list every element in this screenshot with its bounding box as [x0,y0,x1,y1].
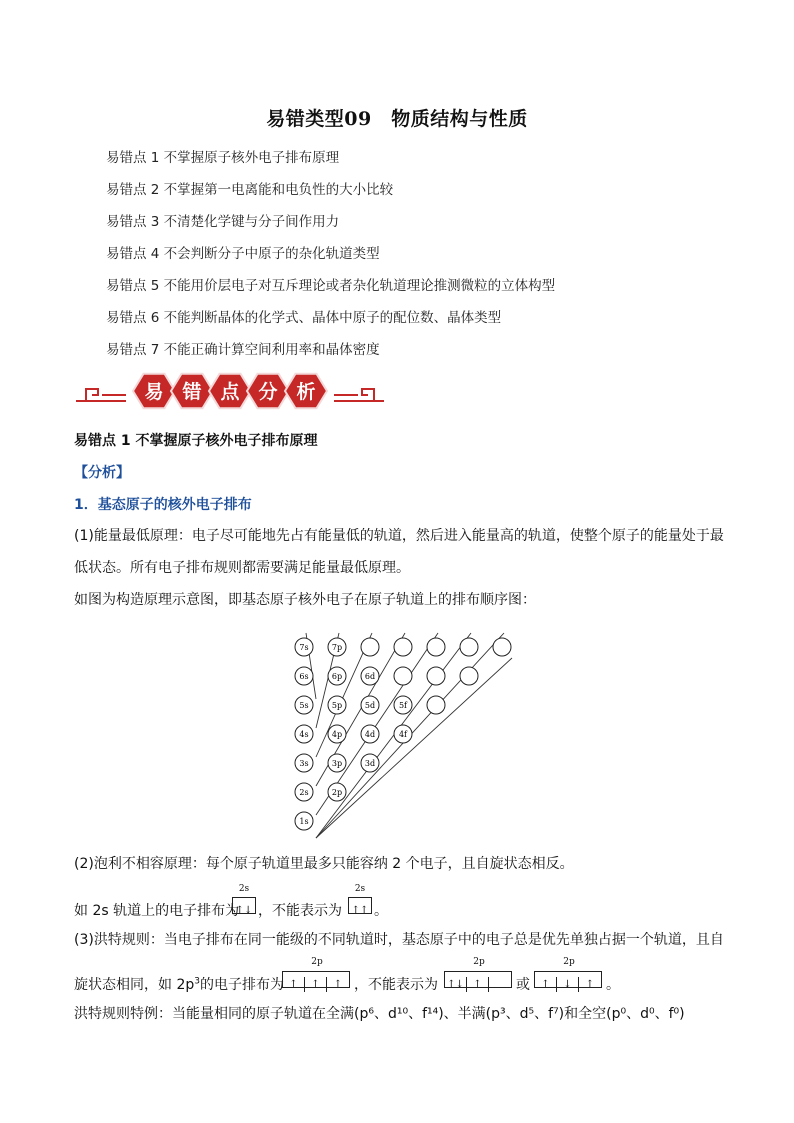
orbital-circle [361,638,379,656]
orbital-label: 6s [299,672,309,681]
section-banner [74,368,386,414]
outline-item: 易错点 6 不能判断晶体的化学式、晶体中原子的配位数、晶体类型 [106,310,502,326]
orbital-label: 5d [364,701,376,710]
superscript: 3 [194,976,200,987]
orbital-box-2s-wrong [348,897,372,914]
text: ，不能表示为 [354,977,438,993]
orbital-circle [394,667,412,685]
orbital-label: 5s [299,701,309,710]
orbital-box-2p-correct [282,971,350,988]
orbital-label: 2p [563,957,575,967]
orbital-cell: ↑ [467,977,489,992]
outline-item: 易错点 4 不会判断分子中原子的杂化轨道类型 [106,246,380,262]
orbital-label: 6p [331,672,343,681]
orbital-cell [489,972,511,987]
outline-item: 易错点 2 不掌握第一电离能和电负性的大小比较 [106,182,394,198]
aufbau-diagram [280,630,520,845]
banner-char: 分 [258,381,278,403]
page-title: 易错类型09 物质结构与性质 [266,108,528,130]
orbital-label: 4p [331,730,343,739]
orbital-circle [394,638,412,656]
orbital-label: 4d [364,730,376,739]
outline-item: 易错点 5 不能用价层电子对互斥理论或者杂化轨道理论推测微粒的立体构型 [106,278,556,294]
orbital-label: 2s [299,788,309,797]
orbital-cell: ↑ [585,979,595,990]
paragraph: (3)洪特规则：当电子排布在同一能级的不同轨道时，基态原子中的电子总是优先单独占据一个轨道，且自 [74,932,724,948]
orbital-cell: ↑ [283,977,305,992]
orbital-box-2s-correct [232,897,256,914]
orbital-label: 6d [364,672,376,681]
orbital-cell: ↑ [535,977,557,992]
orbital-box-2p-wrong-a [444,971,512,988]
paragraph: 如图为构造原理示意图，即基态原子核外电子在原子轨道上的排布顺序图： [74,592,536,608]
text: 的电子排布为 [199,977,284,993]
orbital-label: 5f [398,701,408,710]
text: 如 2s 轨道上的电子排布为 [74,903,240,919]
text: 。 [374,903,388,919]
orbital-cell: ↑ [305,977,327,992]
orbital-cell: ↑↓ [445,977,467,992]
orbital-label: 2p [331,788,343,797]
paragraph: 洪特规则特例：当能量相同的原子轨道在全满(p⁶、d¹⁰、f¹⁴)、半满(p³、d⁵、f⁷)和全空(p⁰、d⁰、f⁰) [74,1006,685,1022]
text: 或 [516,977,530,993]
paragraph: (1)能量最低原理：电子尽可能地先占有能量低的轨道，然后进入能量高的轨道，使整个原子的能量处于最 [74,528,724,544]
orbital-cell: ↑↑ [351,905,369,916]
outline-item: 易错点 1 不掌握原子核外电子排布原理 [106,150,340,166]
banner-char: 错 [182,381,202,403]
orbital-label: 3p [331,759,343,768]
orbital-label: 3s [299,759,309,768]
orbital-label: 2s [354,884,366,894]
orbital-circle [427,638,445,656]
orbital-label: 5p [331,701,343,710]
paragraph: (2)泡利不相容原理：每个原子轨道里最多只能容纳 2 个电子，且自旋状态相反。 [74,856,574,872]
orbital-label: 2p [473,957,485,967]
banner-right-ornament [334,389,384,401]
subheading: 1．基态原子的核外电子排布 [74,497,252,513]
orbital-box-2p-wrong-b [534,971,602,988]
orbital-circle [460,667,478,685]
orbital-label: 3d [364,759,376,768]
orbital-label: 1s [299,817,309,826]
section-heading: 易错点 1 不掌握原子核外电子排布原理 [74,433,318,449]
orbital-label: 4s [299,730,309,739]
orbital-circle [427,667,445,685]
banner-char: 易 [144,381,164,403]
diagonal-arrow [316,658,512,838]
orbital-label: 2p [311,957,323,967]
orbital-label: 2s [238,884,250,894]
orbital-circle [493,638,511,656]
orbital-circle [427,696,445,714]
orbital-label: 7p [331,643,343,652]
outline-item: 易错点 3 不清楚化学键与分子间作用力 [106,214,340,230]
orbital-circle [460,638,478,656]
text: 。 [606,977,620,993]
banner-char: 析 [296,381,316,403]
orbital-cell: ↑ [333,979,343,990]
orbital-cell: ↑↓ [235,905,253,916]
text: ，不能表示为 [258,903,342,919]
outline-item: 易错点 7 不能正确计算空间利用率和晶体密度 [106,342,380,358]
text [74,974,284,994]
text: 旋状态相同，如 2p [74,977,195,993]
orbital-cell: ↓ [557,977,579,992]
analysis-tag: 【分析】 [74,465,130,481]
orbital-label: 4f [398,730,408,739]
banner-left-ornament [76,389,126,401]
banner-char: 点 [220,381,240,403]
paragraph: 低状态。所有电子排布规则都需要满足能量最低原理。 [74,560,410,576]
orbital-label: 7s [299,643,309,652]
